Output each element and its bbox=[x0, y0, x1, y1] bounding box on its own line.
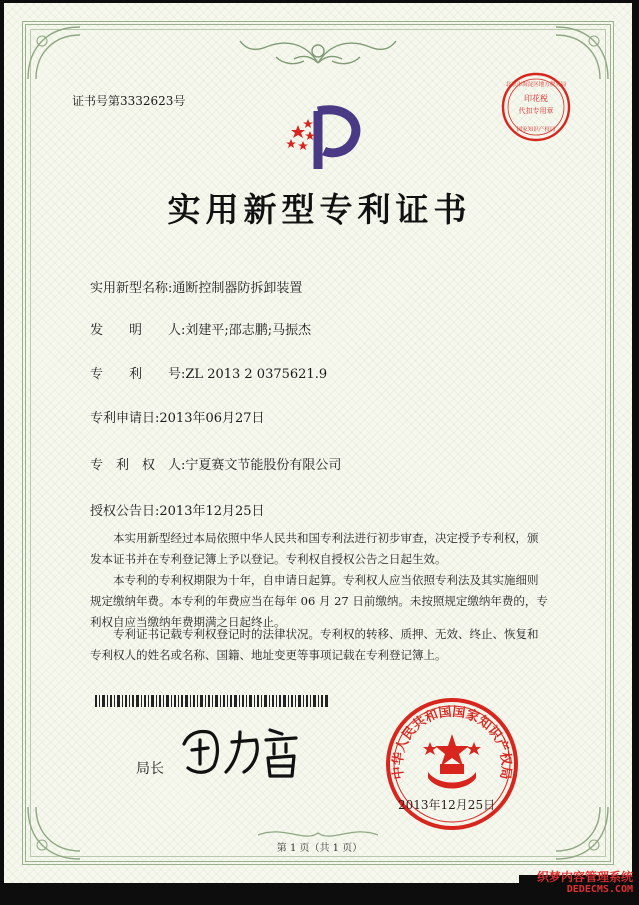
official-seal-icon bbox=[382, 694, 522, 834]
page-number: 第 1 页（共 1 页） bbox=[276, 843, 363, 854]
svg-text:印花税: 印花税 bbox=[524, 94, 548, 103]
corner-ornament-icon bbox=[24, 23, 84, 83]
svg-text:国家知识产权局: 国家知识产权局 bbox=[516, 127, 556, 133]
certificate-sheet bbox=[4, 3, 632, 883]
field-value: 刘建平;邵志鹏;马振杰 bbox=[185, 323, 312, 338]
seal-date: 2013年12月25日 bbox=[398, 798, 496, 812]
field-label: 专 利 号: bbox=[90, 367, 186, 382]
field-utility-model-name bbox=[90, 277, 302, 296]
watermark-url: DEDECMS.COM bbox=[566, 884, 633, 895]
field-label: 发 明 人: bbox=[90, 323, 186, 338]
field-patent-holder bbox=[90, 454, 341, 473]
body-paragraph-grant: 本实用新型经过本局依照中华人民共和国专利法进行初步审查，决定授予专利权，颁 发本证书并在专利登记簿上予以登记。专利权自授权公告之日起生效。 bbox=[90, 531, 539, 566]
barcode-icon bbox=[95, 695, 328, 707]
field-inventor bbox=[90, 319, 311, 338]
director-label: 局长 bbox=[136, 761, 164, 777]
field-label: 专 利 权 人: bbox=[90, 458, 186, 473]
corner-ornament-icon bbox=[24, 803, 84, 863]
top-ornament-icon bbox=[236, 33, 400, 71]
certificate-number: 证书号第3332623号 bbox=[72, 94, 186, 108]
body-paragraph-term: 本专利的专利权期限为十年，自申请日起算。专利权人应当依照专利法及其实施细则 规定缴纳年费。本专利的年费应当在每年 06 月 27 日前缴纳。未按照规定缴纳年费的，专 利权自应当缴纳年费期满之日起终止。 bbox=[90, 573, 548, 629]
body-paragraph-legal-status: 专利证书记载专利权登记时的法律状况。专利权的转移、质押、无效、终止、恢复和 专利权人的姓名或名称、国籍、地址变更等事项记载在专利登记簿上。 bbox=[90, 627, 539, 662]
field-patent-number bbox=[90, 363, 327, 382]
field-label: 实用新型名称: bbox=[90, 281, 173, 296]
field-filing-date bbox=[90, 407, 265, 426]
field-label: 专利申请日: bbox=[90, 411, 160, 426]
tax-stamp-icon bbox=[500, 71, 572, 143]
page-title: 实用新型专利证书 bbox=[167, 190, 472, 229]
field-value: ZL 2013 2 0375621.9 bbox=[185, 367, 328, 382]
patent-office-logo-icon bbox=[284, 95, 364, 175]
svg-text:北京市海淀区地方税务局: 北京市海淀区地方税务局 bbox=[505, 82, 567, 88]
director-signature-icon bbox=[178, 722, 308, 782]
field-value: 通断控制器防拆卸装置 bbox=[172, 281, 303, 296]
svg-text:代扣专用章: 代扣专用章 bbox=[518, 107, 554, 115]
field-label: 授权公告日: bbox=[90, 504, 160, 519]
field-value: 宁夏赛文节能股份有限公司 bbox=[185, 458, 342, 473]
watermark-text: 织梦内容管理系统 bbox=[536, 870, 633, 884]
field-grant-date bbox=[90, 500, 265, 519]
field-value: 2013年06月27日 bbox=[159, 411, 265, 426]
svg-text:中华人民共和国国家知识产权局: 中华人民共和国国家知识产权局 bbox=[390, 704, 514, 781]
field-value: 2013年12月25日 bbox=[159, 504, 265, 519]
corner-ornament-icon bbox=[552, 803, 612, 863]
